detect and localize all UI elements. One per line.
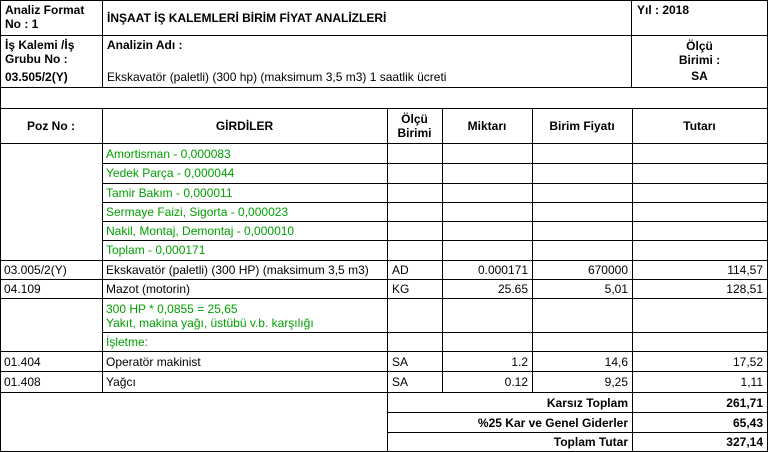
col-header-inputs: GİRDİLER: [215, 119, 274, 133]
row-qty: 1.2: [511, 355, 528, 369]
col-header-amount: Tutarı: [683, 119, 716, 133]
page-title: İNŞAAT İŞ KALEMLERİ BİRİM FİYAT ANALİZLERİ: [107, 11, 387, 25]
row-poz: 01.408: [4, 375, 41, 389]
row-price: 9,25: [604, 375, 628, 389]
subtotal-label: Karsız Toplam: [546, 396, 628, 410]
year-label: Yıl : 2018: [637, 3, 690, 17]
row-qty: 0.000171: [477, 263, 528, 277]
row-price: 670000: [587, 263, 628, 277]
analysis-name-label: Analizin Adı :: [107, 38, 183, 52]
note-transport: Nakil, Montaj, Demontaj - 0,000010: [106, 224, 295, 238]
row-desc: Ekskavatör (paletli) (300 HP) (maksimum 3,5 m3): [106, 263, 369, 277]
unit-value: SA: [691, 69, 708, 83]
item-group-label-2: Grubu No :: [5, 52, 68, 66]
row-poz: 04.109: [4, 282, 41, 296]
row-poz: 03.005/2(Y): [4, 263, 67, 277]
note-spare-parts: Yedek Parça - 0,000044: [106, 166, 235, 180]
fuel-note-description: Yakıt, makina yağı, üstübü v.b. karşılığı: [106, 316, 314, 330]
note-depreciation: Amortisman - 0,000083: [106, 147, 231, 161]
row-amount: 1,11: [740, 375, 763, 389]
analysis-name: Ekskavatör (paletli) (300 hp) (maksimum 3,5 m3) 1 saatlik ücreti: [107, 70, 447, 84]
row-unit: AD: [392, 263, 409, 277]
row-unit: SA: [392, 355, 409, 369]
row-amount: 128,51: [726, 282, 763, 296]
note-capital-interest: Sermaye Faizi, Sigorta - 0,000023: [106, 205, 289, 219]
item-no: 03.505/2(Y): [5, 70, 68, 84]
profit-value: 65,43: [732, 416, 763, 430]
operation-label: İşletme:: [106, 335, 149, 349]
row-desc: Mazot (motorin): [106, 282, 191, 296]
total-value: 327,14: [726, 435, 763, 449]
row-price: 14,6: [604, 355, 628, 369]
note-repair: Tamir Bakım - 0,000011: [106, 186, 233, 200]
row-unit: SA: [392, 375, 409, 389]
col-header-poz: Poz No :: [27, 119, 75, 133]
row-desc: Operatör makinist: [106, 355, 201, 369]
note-total: Toplam - 0,000171: [106, 243, 206, 257]
total-label: Toplam Tutar: [553, 435, 628, 449]
unit-label-1: Ölçü: [686, 39, 713, 53]
col-header-qty: Miktarı: [467, 119, 507, 133]
analysis-format-label: Analiz Format: [5, 3, 85, 17]
profit-label: %25 Kar ve Genel Giderler: [477, 416, 628, 430]
unit-label-2: Birimi :: [678, 53, 721, 67]
row-price: 5,01: [604, 282, 628, 296]
row-desc: Yağcı: [106, 375, 136, 389]
row-qty: 0.12: [504, 375, 528, 389]
row-amount: 17,52: [732, 355, 763, 369]
col-header-unit-2: Birimi: [397, 126, 432, 140]
row-unit: KG: [392, 282, 410, 296]
subtotal-value: 261,71: [726, 396, 763, 410]
row-qty: 25.65: [497, 282, 528, 296]
col-header-price: Birim Fiyatı: [549, 119, 615, 133]
row-poz: 01.404: [4, 355, 41, 369]
col-header-unit-1: Ölçü: [401, 112, 428, 126]
fuel-note-formula: 300 HP * 0,0855 = 25,65: [106, 302, 238, 316]
item-group-label-1: İş Kalemi /İş: [5, 38, 75, 52]
analysis-format-no: No : 1: [5, 17, 39, 31]
row-amount: 114,57: [727, 263, 763, 277]
